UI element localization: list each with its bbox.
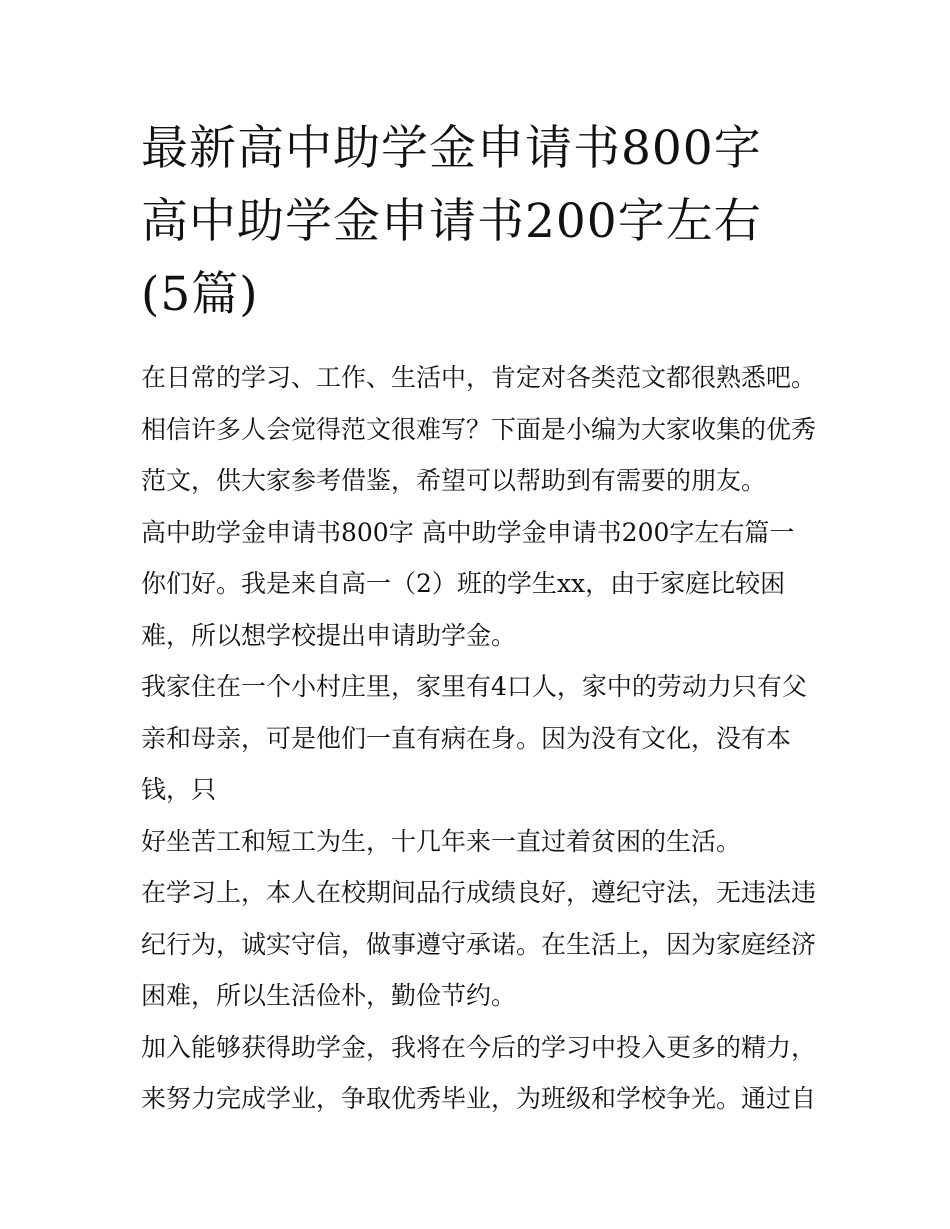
body-line: 纪行为，诚实守信，做事遵守承诺。在生活上，因为家庭经济 [141,929,817,959]
body-line: 难，所以想学校提出申请助学金。 [141,620,517,650]
body-line: 我家住在一个小村庄里，家里有4口人，家中的劳动力只有父 [141,672,807,701]
body-line: 加入能够获得助学金，我将在今后的学习中投入更多的精力， [141,1032,817,1062]
body-line: 在学习上，本人在校期间品行成绩良好，遵纪守法，无违法违 [141,878,817,907]
body-line: 在日常的学习、工作、生活中，肯定对各类范文都很熟悉吧。 [141,363,817,392]
body-line: 相信许多人会觉得范文很难写？下面是小编为大家收集的优秀 [141,414,817,444]
body-line: 钱，只 [141,775,217,804]
document-title [141,112,821,331]
document-body [141,352,821,1125]
title-line-2: 高中助学金申请书200字左右 [141,194,762,249]
section-heading: 高中助学金申请书800字 高中助学金申请书200字左右篇一 [141,517,795,547]
body-line: 困难，所以生活俭朴，勤俭节约。 [141,981,517,1010]
body-line: 好坐苦工和短工为生，十几年来一直过着贫困的生活。 [141,826,742,856]
body-line: 范文，供大家参考借鉴，希望可以帮助到有需要的朋友。 [141,466,767,495]
body-line: 你们好。我是来自高一（2）班的学生xx，由于家庭比较困 [141,569,786,598]
title-line-3: (5篇) [141,267,259,322]
body-line: 亲和母亲，可是他们一直有病在身。因为没有文化，没有本 [141,723,792,753]
title-line-1: 最新高中助学金申请书800字 [141,121,762,176]
body-line: 来努力完成学业，争取优秀毕业，为班级和学校争光。通过自 [141,1084,817,1113]
